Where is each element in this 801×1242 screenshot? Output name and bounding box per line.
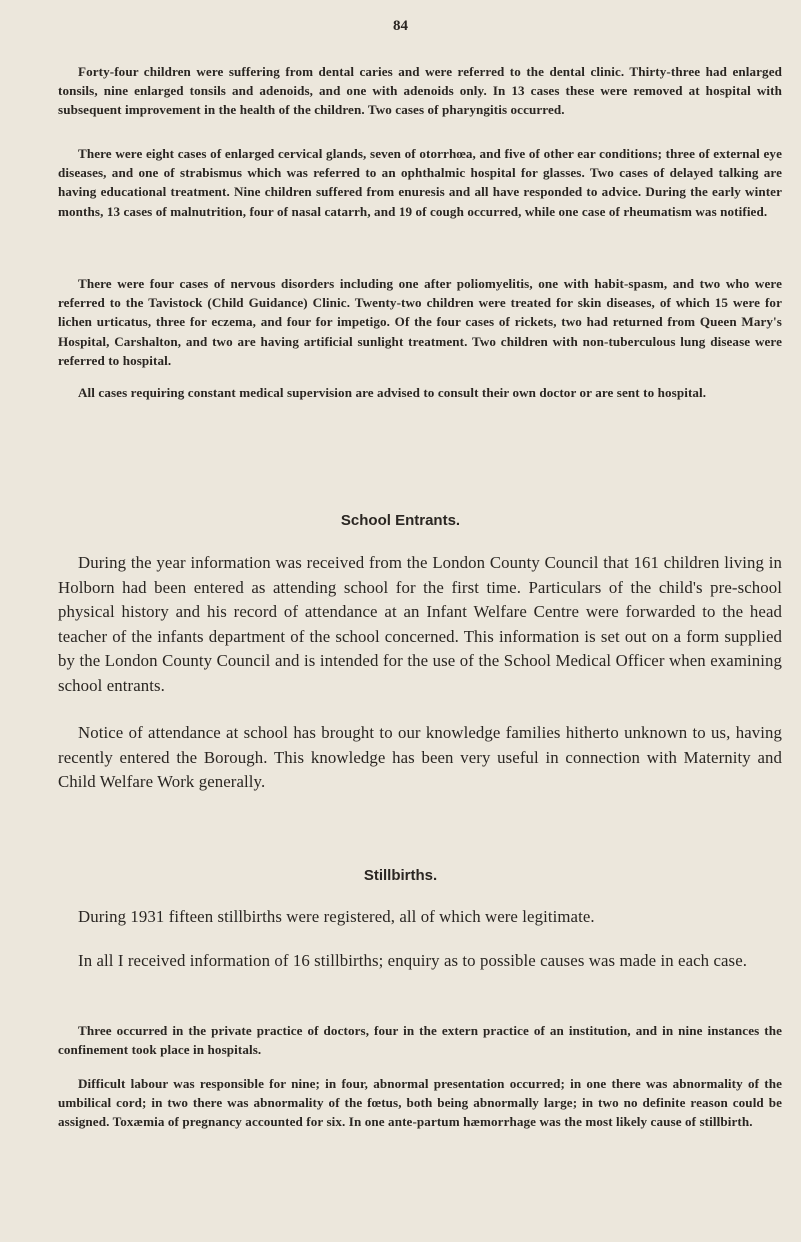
paragraph-dental-tonsils: Forty-four children were suffering from dental caries and were referred to the dental clinic. Thirty-three had enlarged tonsils, nine enlarged tonsils and adenoids, and one with adenoids only. In 13 cases these were removed at hospital with subsequent improvement in the health of the children. Two cases of pharyngitis occurred. — [58, 64, 782, 118]
heading-stillbirths: Stillbirths. — [363, 867, 438, 884]
heading-school-entrants: School Entrants. — [340, 512, 461, 529]
paragraph-glands-ear-eye: There were eight cases of enlarged cervical glands, seven of otorrhœa, and five of other ear conditions; three of external eye diseases, and one of strabismus which was referred to an ophthalmic hospital for glasses. Two cases of delayed talking are having educational treatment. Nine children suffered from enuresis and all have responded to advice. During the early winter months, 13 cases of malnutrition, four of nasal catarrh, and 19 of cough occurred, while one case of rheumatism was notified. — [58, 146, 782, 219]
paragraph-constant-supervision: All cases requiring constant medical supervision are advised to consult their own doctor or are sent to hospital. — [78, 385, 707, 400]
paragraph-nervous-skin: There were four cases of nervous disorders including one after poliomyelitis, one with habit-spasm, and two who were referred to the Tavistock (Child Guidance) Clinic. Twenty-two children were treated for skin diseases, of which 15 were for lichen urticatus, three for eczema, and four for impetigo. Of the four cases of rickets, two had returned from Queen Mary's Hospital, Carshalton, and two are having artificial sunlight treatment. Two children with non-tuberculous lung disease were referred to hospital. — [58, 276, 782, 368]
paragraph-stillbirths-enquiry: In all I received information of 16 stillbirths; enquiry as to possible causes was made in each case. — [78, 951, 748, 970]
paragraph-stillbirths-causes: Difficult labour was responsible for nine; in four, abnormal presentation occurred; in one there was abnormality of the umbilical cord; in two there was abnormality of the fœtus, both being abnormally large; in two no definite reason could be assigned. Toxæmia of pregnancy accounted for six. In one ante-partum hæmorrhage was the most likely cause of stillbirth. — [58, 1076, 782, 1130]
paragraph-school-entrants-info: During the year information was received from the London County Council that 161 children living in Holborn had been entered as attending school for the first time. Particulars of the child's pre-school physical history and his record of attendance at an Infant Welfare Centre were forwarded to the head teacher of the infants department of the school concerned. This information is set out on a form supplied by the London County Council and is intended for the use of the School Medical Officer when examining school entrants. — [58, 553, 782, 695]
page-number: 84 — [393, 18, 408, 34]
paragraph-stillbirths-registered: During 1931 fifteen stillbirths were registered, all of which were legitimate. — [78, 907, 595, 926]
paragraph-school-attendance-notice: Notice of attendance at school has brought to our knowledge families hitherto unknown to us, having recently entered the Borough. This knowledge has been very useful in connection with Maternity and Child Welfare Work generally. — [58, 723, 782, 791]
paragraph-stillbirths-confinement: Three occurred in the private practice of doctors, four in the extern practice of an institution, and in nine instances the confinement took place in hospitals. — [58, 1023, 782, 1058]
